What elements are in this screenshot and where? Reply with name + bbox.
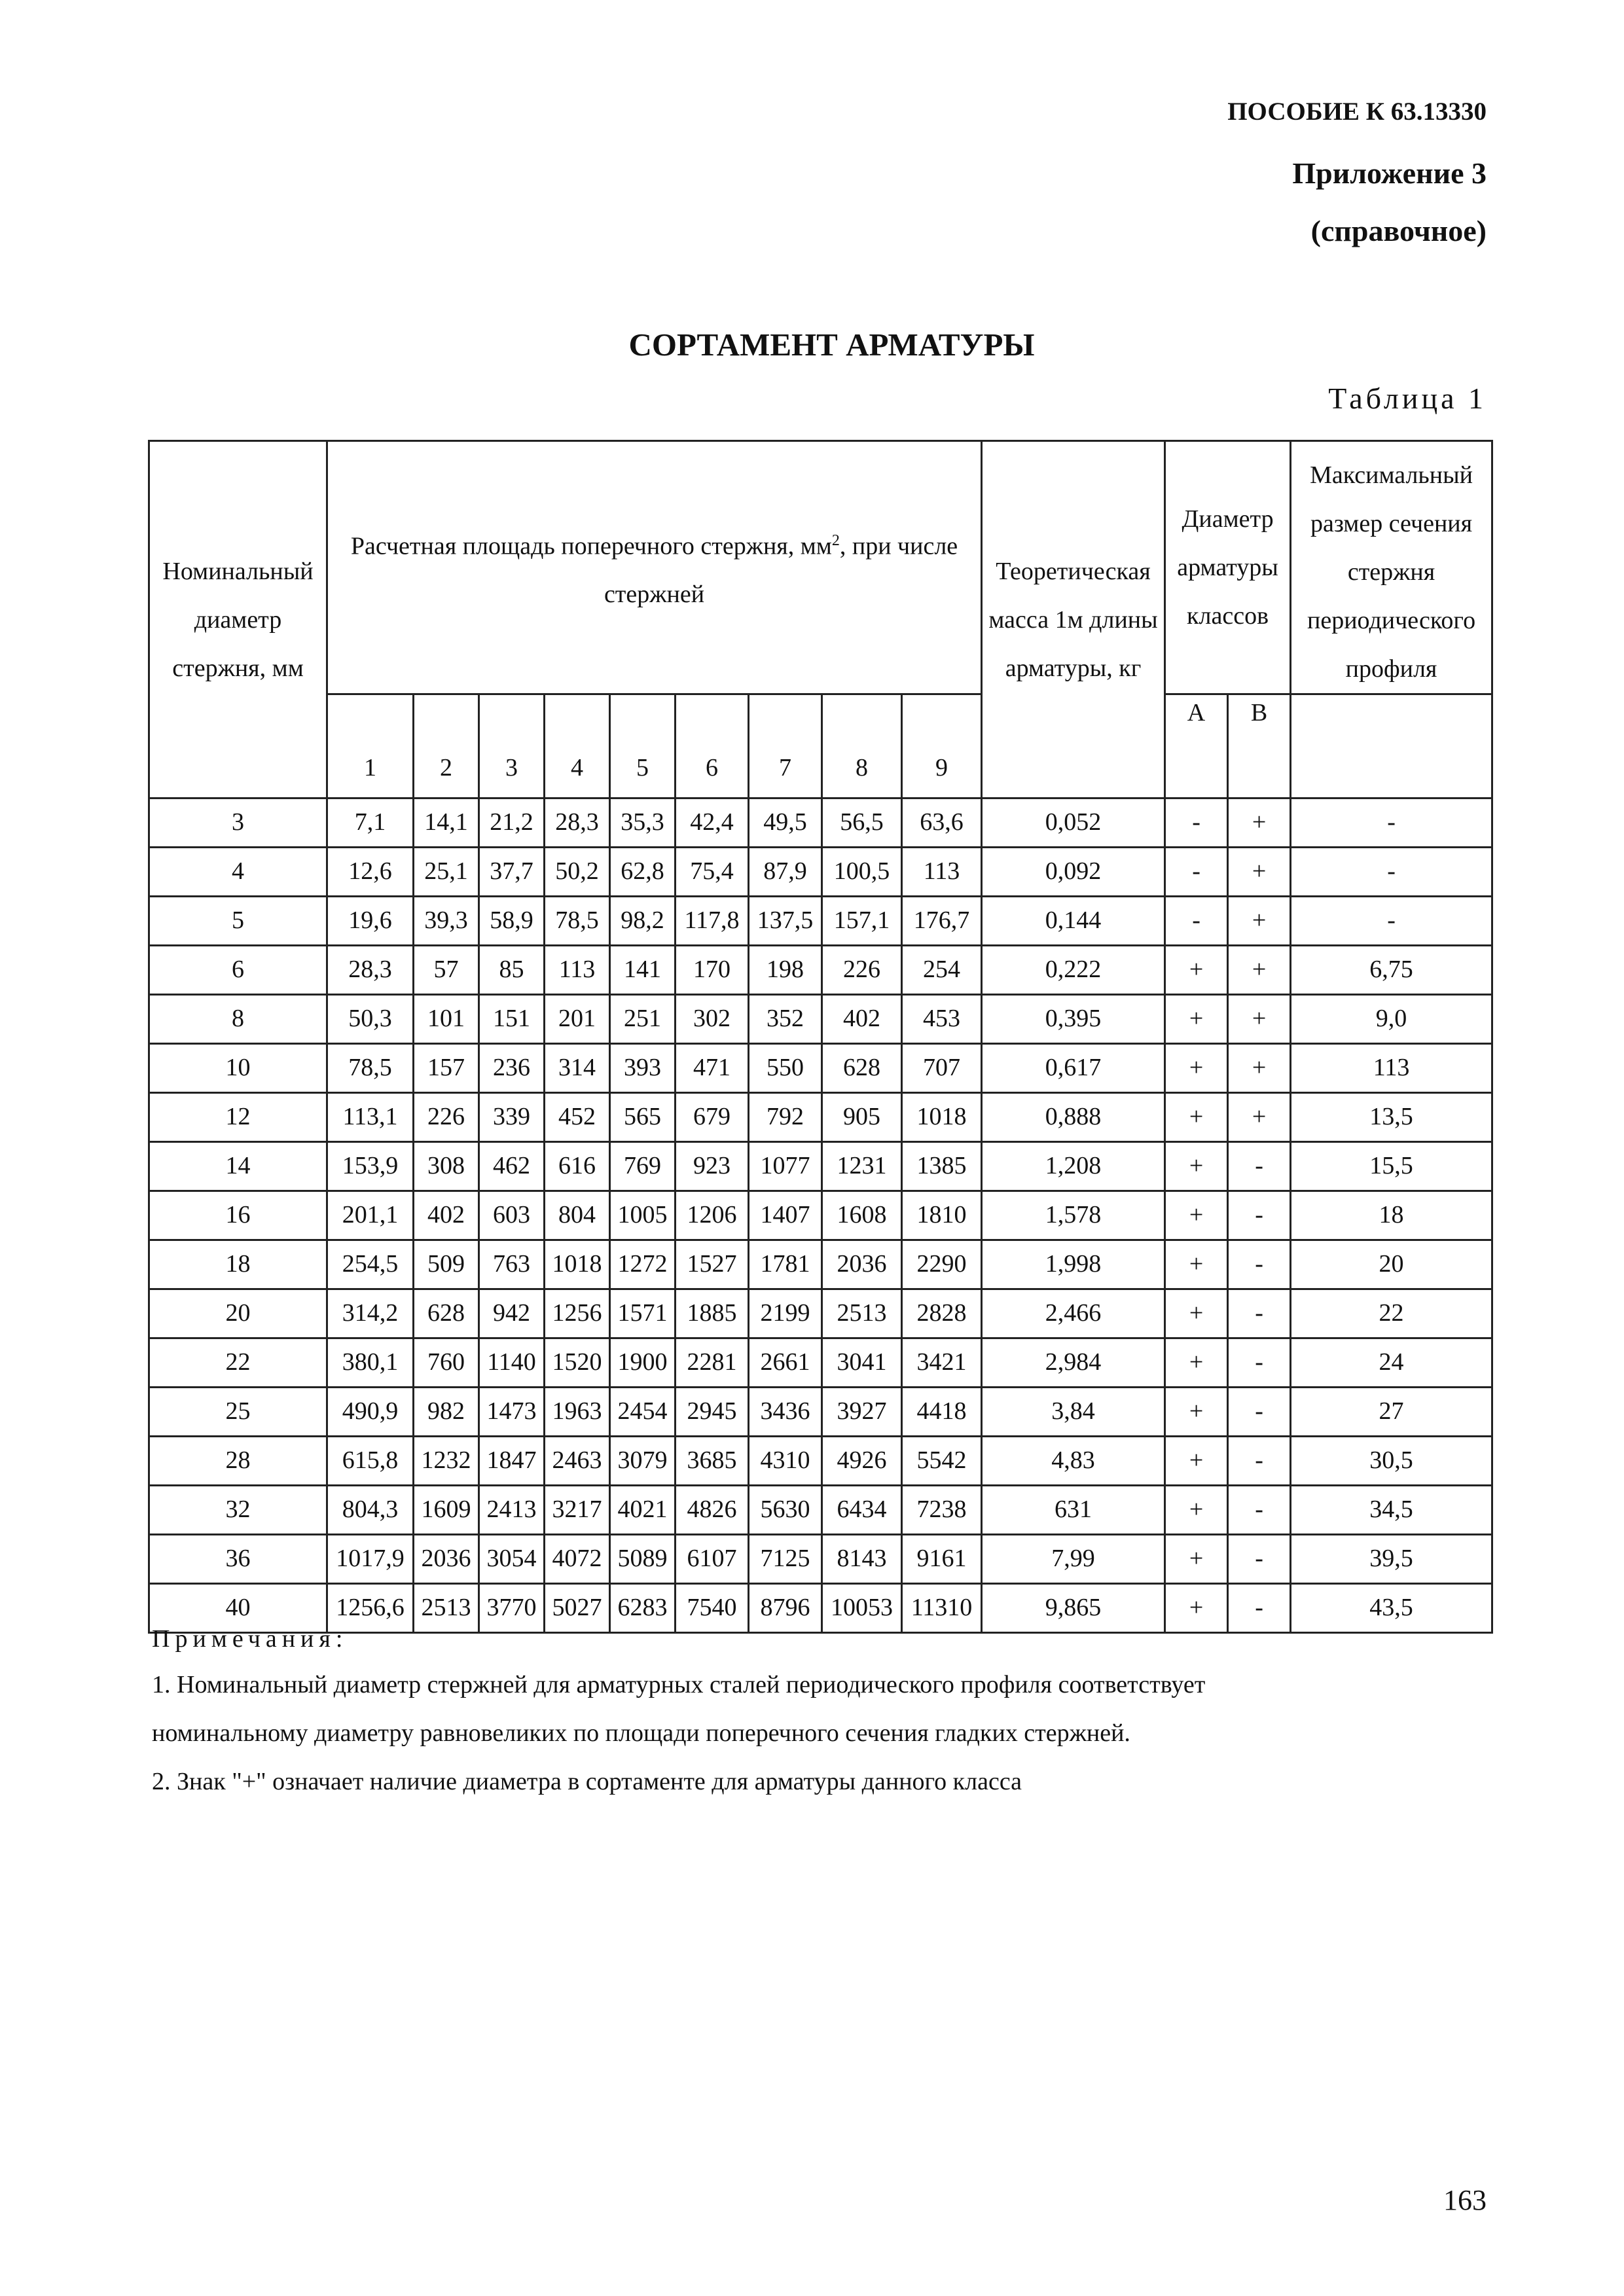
table-cell: 942 [479,1289,545,1338]
header-count-8: 8 [822,694,902,798]
table-cell: 3217 [545,1486,610,1535]
table-row [149,798,1492,848]
table-cell: 1018 [902,1093,982,1142]
table-cell: + [1165,1093,1228,1142]
table-cell: 5630 [749,1486,822,1535]
table-cell: 4 [149,848,327,897]
table-cell: - [1228,1388,1291,1437]
table-cell: 490,9 [327,1388,414,1437]
table-cell: + [1165,995,1228,1044]
table-cell: 34,5 [1291,1486,1492,1535]
table-cell: 314 [545,1044,610,1093]
header-count-3: 3 [479,694,545,798]
table-cell: - [1165,897,1228,946]
table-cell: 157,1 [822,897,902,946]
table-cell: 1781 [749,1240,822,1289]
table-cell: 2463 [545,1437,610,1486]
table-cell: 226 [414,1093,479,1142]
table-cell: 615,8 [327,1437,414,1486]
header-nominal-diameter: Номинальный диаметр стержня, мм [149,441,327,798]
table-cell: 7,99 [982,1535,1165,1584]
table-cell: + [1165,1044,1228,1093]
table-row [149,1388,1492,1437]
table-cell: 0,888 [982,1093,1165,1142]
table-cell: 10 [149,1044,327,1093]
table-cell: 10053 [822,1584,902,1633]
table-cell: 2828 [902,1289,982,1338]
table-cell: 380,1 [327,1338,414,1388]
table-cell: 1272 [610,1240,676,1289]
table-cell: - [1228,1191,1291,1240]
table-cell: 100,5 [822,848,902,897]
table-row [149,1142,1492,1191]
table-cell: 6 [149,946,327,995]
page-title: СОРТАМЕНТ АРМАТУРЫ [628,327,1035,363]
table-cell: 707 [902,1044,982,1093]
table-cell: 4418 [902,1388,982,1437]
table-cell: + [1165,1486,1228,1535]
header-area-superscript: 2 [831,531,840,549]
table-cell: 1385 [902,1142,982,1191]
table-cell: 78,5 [327,1044,414,1093]
table-cell: 113 [545,946,610,995]
header-max-size-blank [1291,694,1492,798]
table-cell: 50,3 [327,995,414,1044]
table-cell: 352 [749,995,822,1044]
table-cell: + [1228,897,1291,946]
table-cell: 4826 [676,1486,749,1535]
table-cell: 982 [414,1388,479,1437]
table-cell: 176,7 [902,897,982,946]
table-row [149,897,1492,946]
table-cell: 18 [149,1240,327,1289]
table-cell: + [1228,1093,1291,1142]
table-row [149,1338,1492,1388]
table-cell: - [1228,1142,1291,1191]
table-cell: 2036 [414,1535,479,1584]
table-row [149,995,1492,1044]
table-cell: 6434 [822,1486,902,1535]
table-cell: 3421 [902,1338,982,1388]
table-cell: - [1291,897,1492,946]
table-row [149,1584,1492,1633]
table-cell: 1140 [479,1338,545,1388]
table-cell: 25 [149,1388,327,1437]
table-cell: 1005 [610,1191,676,1240]
table-cell: 314,2 [327,1289,414,1338]
table-cell: + [1165,1584,1228,1633]
table-cell: 4,83 [982,1437,1165,1486]
header-max-section-size: Максимальный размер сечения стержня периодического профиля [1291,441,1492,694]
table-row [149,1093,1492,1142]
table-cell: 2945 [676,1388,749,1437]
table-cell: 113,1 [327,1093,414,1142]
table-cell: 3041 [822,1338,902,1388]
table-cell: 58,9 [479,897,545,946]
table-cell: 24 [1291,1338,1492,1388]
table-cell: 1077 [749,1142,822,1191]
table-cell: 0,052 [982,798,1165,848]
table-cell: 804,3 [327,1486,414,1535]
table-cell: 0,395 [982,995,1165,1044]
table-cell: 6,75 [1291,946,1492,995]
table-cell: 760 [414,1338,479,1388]
table-cell: 32 [149,1486,327,1535]
document-code: ПОСОБИЕ К 63.13330 [1227,98,1487,126]
table-cell: 792 [749,1093,822,1142]
table-cell: 1,998 [982,1240,1165,1289]
table-cell: - [1228,1289,1291,1338]
table-cell: 22 [1291,1289,1492,1338]
table-cell: 4021 [610,1486,676,1535]
table-cell: 117,8 [676,897,749,946]
table-cell: - [1228,1535,1291,1584]
table-cell: 769 [610,1142,676,1191]
table-cell: 2513 [414,1584,479,1633]
table-cell: 402 [414,1191,479,1240]
table-cell: 8796 [749,1584,822,1633]
table-cell: 85 [479,946,545,995]
table-cell: + [1165,1388,1228,1437]
table-cell: 471 [676,1044,749,1093]
table-cell: 1810 [902,1191,982,1240]
table-cell: 113 [1291,1044,1492,1093]
table-cell: 2036 [822,1240,902,1289]
page-number: 163 [1443,2184,1487,2216]
table-cell: 1885 [676,1289,749,1338]
table-cell: 101 [414,995,479,1044]
table-label: Таблица 1 [1328,382,1487,415]
table-cell: 1520 [545,1338,610,1388]
appendix-type: (справочное) [1310,214,1487,247]
table-cell: 21,2 [479,798,545,848]
table-cell: 0,092 [982,848,1165,897]
table-cell: 3927 [822,1388,902,1437]
table-cell: 308 [414,1142,479,1191]
header-class-a: А [1165,694,1228,798]
table-cell: 628 [414,1289,479,1338]
table-cell: 170 [676,946,749,995]
header-theoretical-mass: Теоретическая масса 1м длины арматуры, кг [982,441,1165,798]
table-cell: 2,984 [982,1338,1165,1388]
table-row [149,1289,1492,1338]
table-cell: 1232 [414,1437,479,1486]
header-class-b: В [1228,694,1291,798]
table-cell: 201 [545,995,610,1044]
table-cell: 113 [902,848,982,897]
table-cell: - [1291,848,1492,897]
table-cell: 251 [610,995,676,1044]
header-count-9: 9 [902,694,982,798]
table-cell: - [1228,1486,1291,1535]
table-cell: 236 [479,1044,545,1093]
table-cell: 393 [610,1044,676,1093]
table-cell: 453 [902,995,982,1044]
table-cell: 1608 [822,1191,902,1240]
table-cell: 62,8 [610,848,676,897]
table-cell: 141 [610,946,676,995]
table-cell: 14,1 [414,798,479,848]
table-cell: 1256 [545,1289,610,1338]
table-cell: 63,6 [902,798,982,848]
table-cell: 0,222 [982,946,1165,995]
table-cell: 1571 [610,1289,676,1338]
table-cell: 509 [414,1240,479,1289]
table-cell: 1206 [676,1191,749,1240]
table-cell: 28,3 [545,798,610,848]
table-cell: 37,7 [479,848,545,897]
table-cell: 905 [822,1093,902,1142]
table-cell: 22 [149,1338,327,1388]
table-cell: 9,865 [982,1584,1165,1633]
table-cell: 8 [149,995,327,1044]
table-cell: 6107 [676,1535,749,1584]
table-cell: 4072 [545,1535,610,1584]
table-cell: - [1228,1338,1291,1388]
table-cell: 5542 [902,1437,982,1486]
table-cell: 198 [749,946,822,995]
table-cell: + [1165,1142,1228,1191]
header-count-5: 5 [610,694,676,798]
table-cell: 3054 [479,1535,545,1584]
table-cell: 3436 [749,1388,822,1437]
rebar-assortment-table [148,440,1493,1634]
table-cell: 616 [545,1142,610,1191]
table-cell: 462 [479,1142,545,1191]
table-cell: 5089 [610,1535,676,1584]
table-row [149,1191,1492,1240]
table-cell: 43,5 [1291,1584,1492,1633]
table-cell: 1609 [414,1486,479,1535]
table-cell: 2,466 [982,1289,1165,1338]
table-cell: 631 [982,1486,1165,1535]
table-cell: 0,144 [982,897,1165,946]
table-cell: + [1228,798,1291,848]
table-cell: 1,208 [982,1142,1165,1191]
table-cell: 0,617 [982,1044,1165,1093]
note-1-line-1: 1. Номинальный диаметр стержней для арматурных сталей периодического профиля соответствует [152,1671,1206,1698]
header-count-6: 6 [676,694,749,798]
table-cell: 1473 [479,1388,545,1437]
table-cell: 2281 [676,1338,749,1388]
header-rebar-classes: Диаметр арматуры классов [1165,441,1291,694]
table-cell: 1963 [545,1388,610,1437]
table-cell: 3685 [676,1437,749,1486]
table-cell: + [1165,1437,1228,1486]
header-count-7: 7 [749,694,822,798]
table-cell: 679 [676,1093,749,1142]
table-cell: - [1165,798,1228,848]
table-cell: 20 [149,1289,327,1338]
table-row [149,1535,1492,1584]
table-cell: 7125 [749,1535,822,1584]
table-cell: 565 [610,1093,676,1142]
table-cell: + [1228,946,1291,995]
header-area-text-2: , при числе стержней [604,532,958,609]
table-cell: - [1228,1240,1291,1289]
notes-title: Примечания: [152,1625,348,1653]
table-cell: 9,0 [1291,995,1492,1044]
header-calculated-area [327,441,982,694]
table-cell: 4310 [749,1437,822,1486]
table-cell: 78,5 [545,897,610,946]
header-count-4: 4 [545,694,610,798]
table-cell: 15,5 [1291,1142,1492,1191]
table-cell: 12,6 [327,848,414,897]
table-cell: 1407 [749,1191,822,1240]
table-cell: 42,4 [676,798,749,848]
table-cell: 57 [414,946,479,995]
table-cell: 763 [479,1240,545,1289]
table-cell: 1231 [822,1142,902,1191]
table-row [149,946,1492,995]
table-cell: 9161 [902,1535,982,1584]
table-cell: 36 [149,1535,327,1584]
table-cell: 2290 [902,1240,982,1289]
table-cell: 7238 [902,1486,982,1535]
table-cell: 804 [545,1191,610,1240]
table-cell: 1527 [676,1240,749,1289]
table-cell: 402 [822,995,902,1044]
table-cell: 1847 [479,1437,545,1486]
table-cell: 7540 [676,1584,749,1633]
table-cell: 5 [149,897,327,946]
table-row [149,1044,1492,1093]
table-cell: 27 [1291,1388,1492,1437]
table-cell: 452 [545,1093,610,1142]
table-cell: 1256,6 [327,1584,414,1633]
table-row [149,1437,1492,1486]
table-cell: 4926 [822,1437,902,1486]
table-cell: + [1165,1289,1228,1338]
table-cell: 153,9 [327,1142,414,1191]
table-cell: 2199 [749,1289,822,1338]
table-cell: + [1165,1535,1228,1584]
table-cell: 12 [149,1093,327,1142]
table-cell: - [1165,848,1228,897]
table-cell: 28,3 [327,946,414,995]
header-area-text-1: Расчетная площадь поперечного стержня, мм [350,532,832,560]
table-cell: 20 [1291,1240,1492,1289]
table-cell: 19,6 [327,897,414,946]
table-cell: 98,2 [610,897,676,946]
table-cell: 628 [822,1044,902,1093]
table-cell: 13,5 [1291,1093,1492,1142]
table-cell: 87,9 [749,848,822,897]
table-cell: 151 [479,995,545,1044]
table-cell: 39,3 [414,897,479,946]
table-cell: 2661 [749,1338,822,1388]
table-cell: - [1228,1584,1291,1633]
table-cell: 8143 [822,1535,902,1584]
table-cell: 56,5 [822,798,902,848]
table-cell: + [1228,1044,1291,1093]
table-cell: 254,5 [327,1240,414,1289]
table-cell: 302 [676,995,749,1044]
table-cell: 3770 [479,1584,545,1633]
table-cell: 11310 [902,1584,982,1633]
header-count-1: 1 [327,694,414,798]
table-cell: 226 [822,946,902,995]
table-cell: 18 [1291,1191,1492,1240]
table-cell: 50,2 [545,848,610,897]
table-cell: 40 [149,1584,327,1633]
table-cell: 2454 [610,1388,676,1437]
table-cell: 1,578 [982,1191,1165,1240]
table-cell: 75,4 [676,848,749,897]
table-cell: + [1228,848,1291,897]
table-cell: 2513 [822,1289,902,1338]
table-cell: 5027 [545,1584,610,1633]
appendix-title: Приложение 3 [1292,156,1487,190]
table-cell: 16 [149,1191,327,1240]
table-cell: 3 [149,798,327,848]
table-cell: + [1165,946,1228,995]
table-cell: 923 [676,1142,749,1191]
table-cell: - [1228,1437,1291,1486]
table-cell: 35,3 [610,798,676,848]
table-cell: 39,5 [1291,1535,1492,1584]
header-count-2: 2 [414,694,479,798]
table-cell: 49,5 [749,798,822,848]
table-cell: + [1165,1191,1228,1240]
table-cell: 157 [414,1044,479,1093]
table-cell: 254 [902,946,982,995]
table-row [149,1240,1492,1289]
table-row [149,848,1492,897]
table-cell: 1900 [610,1338,676,1388]
note-1-line-2: номинальному диаметру равновеликих по площади поперечного сечения гладких стержней. [152,1719,1130,1747]
table-cell: 3079 [610,1437,676,1486]
table-cell: 25,1 [414,848,479,897]
table-cell: 550 [749,1044,822,1093]
table-cell: 2413 [479,1486,545,1535]
table-cell: + [1165,1338,1228,1388]
note-2: 2. Знак "+" означает наличие диаметра в сортаменте для арматуры данного класса [152,1768,1022,1795]
table-cell: 1018 [545,1240,610,1289]
table-cell: + [1165,1240,1228,1289]
table-cell: 14 [149,1142,327,1191]
table-cell: 30,5 [1291,1437,1492,1486]
table-row [149,1486,1492,1535]
table-cell: - [1291,798,1492,848]
table-cell: 6283 [610,1584,676,1633]
table-cell: 201,1 [327,1191,414,1240]
table-cell: 7,1 [327,798,414,848]
table-cell: 28 [149,1437,327,1486]
table-cell: 603 [479,1191,545,1240]
table-cell: 1017,9 [327,1535,414,1584]
table-cell: 3,84 [982,1388,1165,1437]
table-cell: 137,5 [749,897,822,946]
table-cell: 339 [479,1093,545,1142]
table-cell: + [1228,995,1291,1044]
